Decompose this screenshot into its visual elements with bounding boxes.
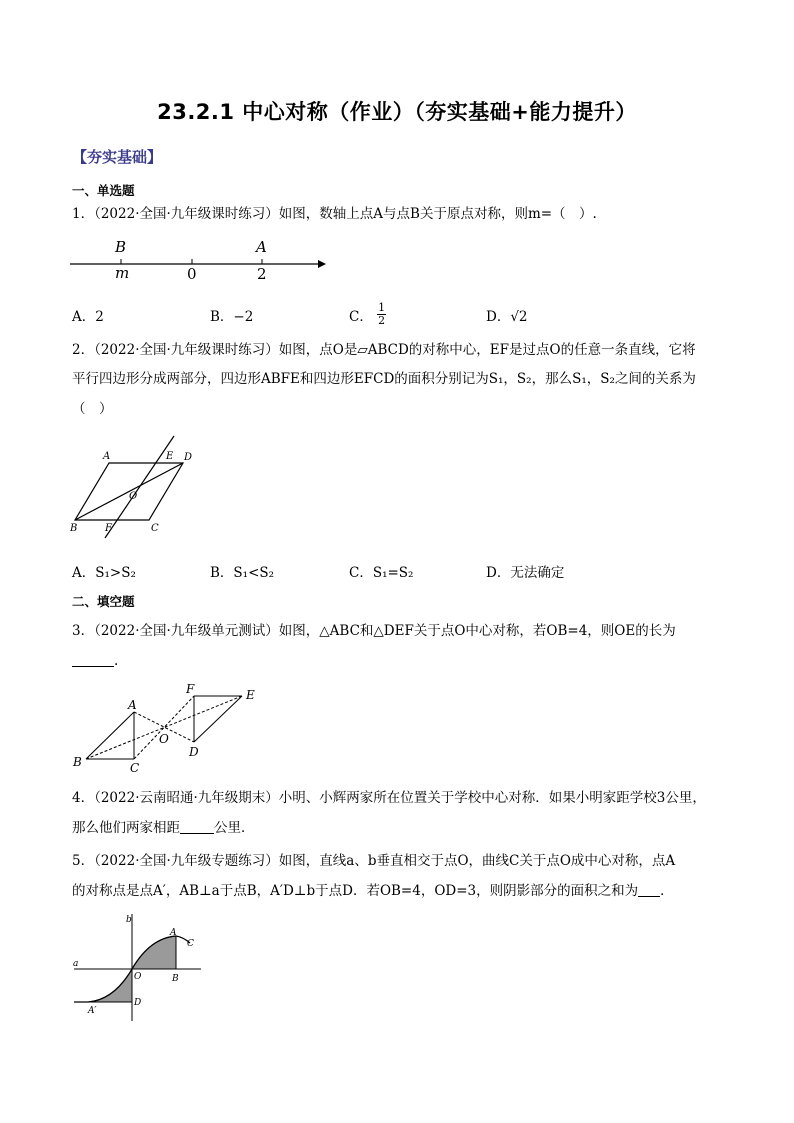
label-b: b (126, 915, 132, 925)
label-F: F (105, 523, 112, 534)
label-D: D (134, 998, 142, 1008)
label-O: O (129, 491, 138, 502)
shaded-region-left (88, 969, 132, 1002)
label-D: D (184, 452, 193, 463)
q2-option-b: B．S₁<S₂ (210, 565, 275, 581)
question-1-text: 1．（2022·全国·九年级课时练习）如图，数轴上点A与点B关于原点对称，则m=（ ）. (72, 206, 597, 222)
curve-shaded-figure (66, 910, 216, 1025)
arrow-icon (318, 260, 326, 268)
label-A: A (170, 928, 177, 938)
label-C: C (130, 761, 140, 775)
label-A: A (128, 698, 137, 712)
question-4-line-1: 4．（2022·云南昭通·九年级期末）小明、小辉两家所在位置关于学校中心对称．如果小明家距学校3公里， (72, 790, 706, 806)
label-O: O (134, 972, 142, 982)
label-B: B (115, 238, 127, 256)
q1-option-d-label: D． (486, 309, 511, 325)
question-3-line-1: 3．（2022·全国·九年级单元测试）如图，△ABC和△DEF关于点O中心对称，若OB=4，则OE的长为 (72, 623, 676, 639)
label-A: A (103, 451, 111, 462)
question-5-line-1: 5．（2022·全国·九年级专题练习）如图，直线a、b垂直相交于点O，曲线C关于点O成中心对称，点A (72, 853, 676, 869)
label-m: m (115, 264, 130, 282)
question-5-line-2: 的对称点是点A′，AB⊥a于点B，A′D⊥b于点D．若OB=4，OD=3，则阴影部分的面积之和为 ． (72, 883, 674, 899)
label-B: B (73, 755, 82, 769)
label-A-prime: A′ (88, 1006, 97, 1016)
label-a: a (73, 959, 79, 969)
central-symmetry-triangles-figure (66, 678, 266, 778)
label-E: E (166, 451, 174, 462)
fraction-one-half: $\frac{1}{2}$ (378, 301, 386, 327)
question-2-line-2: 平行四边形分成两部分，四边形ABFE和四边形EFCD的面积分别记为S₁，S₂，那么S₁，S₂之间的关系为 (72, 371, 696, 387)
label-C: C (151, 523, 159, 534)
q1-option-c-label: C． (349, 309, 373, 325)
segment-ba (86, 712, 134, 759)
label-F: F (186, 682, 195, 696)
question-2-line-1: 2．（2022·全国·九年级课时练习）如图，点O是▱ABCD的对称中心，EF是过点O的任意一条直线，它将 (72, 342, 696, 358)
sqrt-two: √2 (510, 309, 528, 325)
parallelogram-figure (66, 430, 206, 542)
dashed-be (86, 696, 242, 759)
label-B: B (172, 974, 179, 984)
answer-blank-5 (638, 882, 660, 897)
label-D: D (189, 745, 199, 759)
question-2-line-3: （ ） (72, 401, 113, 417)
q1-option-a: A．2 (72, 309, 104, 325)
label-E: E (246, 688, 255, 702)
answer-blank-4 (180, 819, 214, 834)
q1-option-d (486, 305, 528, 325)
label-O: O (159, 732, 169, 746)
part-heading-fill-in: 二、填空题 (72, 594, 135, 609)
label-A: A (256, 238, 267, 256)
answer-blank-3 (72, 652, 114, 667)
number-line-figure (66, 232, 336, 284)
label-two: 2 (257, 265, 267, 283)
part-heading-single-choice: 一、单选题 (72, 183, 135, 198)
dashed-cf (134, 696, 194, 759)
shaded-region-right (132, 936, 176, 969)
label-B: B (70, 523, 78, 534)
q2-option-c: C．S₁=S₂ (349, 565, 414, 581)
q1-option-b: B．−2 (210, 309, 254, 325)
page-title: 23.2.1 中心对称（作业）（夯实基础+能力提升） (157, 100, 637, 124)
question-3-line-2: . (72, 647, 732, 675)
section-heading: 【夯实基础】 (72, 148, 163, 166)
q1-option-c (349, 301, 386, 327)
q2-option-d: D．无法确定 (486, 565, 565, 581)
label-C: C (187, 939, 194, 949)
label-zero: 0 (187, 265, 197, 283)
q2-option-a: A．S₁>S₂ (72, 565, 136, 581)
question-4-line-2: 那么他们两家相距 公里． (72, 820, 255, 836)
line-ef (105, 436, 174, 538)
segment-ed (194, 696, 242, 742)
